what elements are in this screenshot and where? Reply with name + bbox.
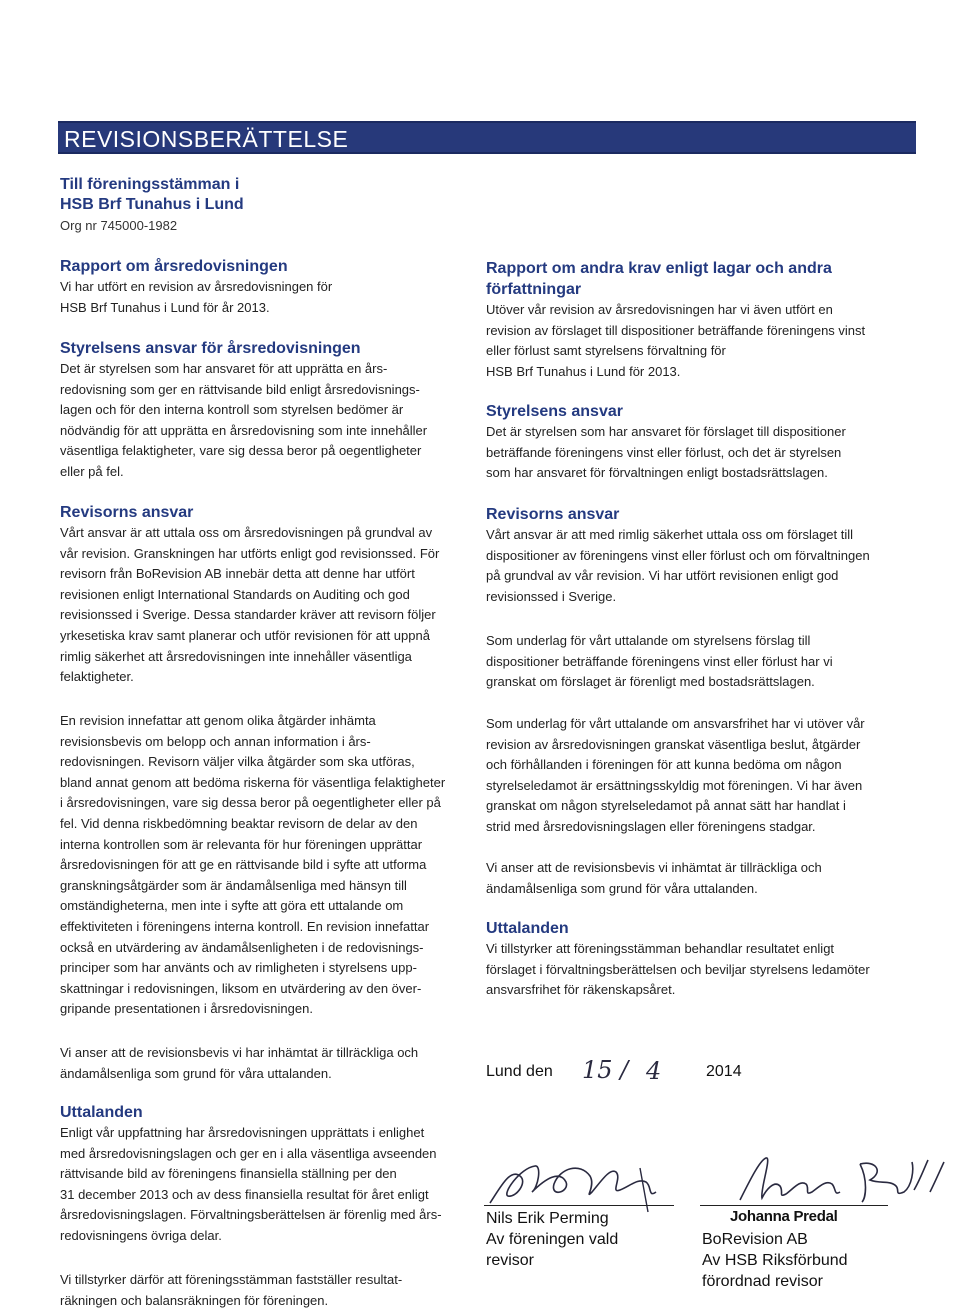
addressee-line-2: HSB Brf Tunahus i Lund <box>60 196 244 213</box>
text-line: Utöver vår revision av årsredovisningen har vi även utfört en <box>486 302 833 317</box>
text-line: Vårt ansvar är att med rimlig säkerhet uttala oss om förslaget till <box>486 527 854 542</box>
text-line: Vi anser att de revisionsbevis vi inhämtat är tillräckliga och <box>486 860 822 875</box>
section-revision-innefattar <box>60 711 480 1020</box>
section-uttalanden-left <box>60 1102 480 1247</box>
handwritten-month: 4 <box>646 1057 662 1085</box>
text-line: eller på fel. <box>60 463 124 479</box>
text-line: väsentliga felaktigheter, vare sig dessa beror på oegentligheter <box>60 443 422 459</box>
text-line: eller förlust samt styrelsens förvaltning för <box>486 343 726 359</box>
text-line: redovisningens övriga delar. <box>60 1227 222 1243</box>
text-line: Som underlag för vårt uttalande om styrelsens förslag till <box>486 633 811 648</box>
text-line: redovisning som ger en rättvisande bild enligt årsredovisnings- <box>60 381 420 397</box>
signatory-perming <box>486 1208 686 1271</box>
text-line: årsredovisningen för att ge en rättvisande bild i syfte att utforma <box>60 857 427 873</box>
title-banner <box>58 121 916 154</box>
text-line: med årsredovisningslagen och ger en i alla väsentliga avseenden <box>60 1145 437 1161</box>
signatory-role: Av föreningen vald <box>486 1231 619 1248</box>
text-line: ändamålsenliga som grund för våra uttalanden. <box>60 1065 332 1081</box>
text-line: Enligt vår uppfattning har årsredovisningen upprättats i enlighet <box>60 1125 425 1140</box>
text-line: gripande presentationen i årsredovisningen. <box>60 1001 313 1017</box>
text-line: revisorn från BoRevision AB innebär detta att denne har utfört <box>60 566 415 582</box>
section-heading: Revisorns ansvar <box>60 504 194 521</box>
text-line: Det är styrelsen som har ansvaret för att upprätta en års- <box>60 361 388 376</box>
text-line: räkningen och balansräkningen för föreningen. <box>60 1292 329 1308</box>
addressee-line-1: Till föreningsstämman i <box>60 176 240 193</box>
text-line: Vi tillstyrker att föreningsstämman behandlar resultatet enligt <box>486 941 835 956</box>
section-underlag-ansvarsfrihet <box>486 714 906 838</box>
text-line: Det är styrelsen som har ansvaret för förslaget till dispositioner <box>486 424 846 439</box>
text-line: ändamålsenliga som grund för våra uttalanden. <box>486 880 758 896</box>
section-heading: författningar <box>486 281 582 298</box>
text-line: effektiviteten i föreningens interna kontroll. En revision innefattar <box>60 918 430 934</box>
section-rapport-andra-krav <box>486 258 906 382</box>
signature-line <box>700 1205 888 1206</box>
handwritten-day: 15 / <box>582 1056 629 1084</box>
text-line: styrelseledamot är ersättningsskyldig mot föreningen. Vi har även <box>486 777 863 793</box>
text-line: dispositioner beträffande föreningens vinst eller förlust har vi <box>486 653 833 669</box>
signatory-firm: BoRevision AB <box>702 1231 808 1248</box>
text-line: Vi tillstyrker därför att föreningsstämman fastställer resultat- <box>60 1272 403 1287</box>
signatory-title: revisor <box>486 1252 535 1269</box>
text-line: fel. Vid denna riskbedömning beaktar revisorn de delar av den <box>60 815 418 831</box>
section-tillstyrker <box>60 1270 480 1311</box>
text-line: revision av förslaget till dispositioner beträffande föreningens vinst <box>486 322 866 338</box>
text-line: HSB Brf Tunahus i Lund för år 2013. <box>60 299 270 315</box>
section-underlag-dispositioner <box>486 631 906 693</box>
name-stamp-text: Johanna Predal <box>730 1208 838 1225</box>
section-uttalanden-right <box>486 918 906 1001</box>
text-line: förslaget i förvaltningsberättelsen och beviljar styrelsens ledamöter <box>486 961 870 977</box>
text-line: och förhållanden i föreningen för att kunna bedöma om någon <box>486 757 842 773</box>
text-line: Vi har utfört en revision av årsredovisningen för <box>60 279 333 294</box>
text-line: revisionssed i Sverige. Dessa standarder kräver att revisorn följer <box>60 607 436 623</box>
text-line: årsredovisningslagen. Förvaltningsberättelsen är förenlig med års- <box>60 1207 442 1223</box>
section-rapport-arsredovisning <box>60 256 470 318</box>
document-title: REVISIONSBERÄTTELSE <box>64 126 349 152</box>
section-heading: Styrelsens ansvar för årsredovisningen <box>60 340 361 357</box>
text-line: skattningar i redovisningen, liksom en utvärdering av den över- <box>60 980 422 996</box>
signatory-name: Nils Erik Perming <box>486 1210 609 1227</box>
signing-date-row <box>486 1056 906 1088</box>
text-line: granskat om förslaget är förenligt med bostadsrättslagen. <box>486 674 815 690</box>
text-line: felaktigheter. <box>60 669 134 685</box>
text-line: lagen och för den interna kontroll som styrelsen bedömer är <box>60 402 404 418</box>
text-line: vår revision. Granskningen har utförts enligt god revisionssed. För <box>60 545 440 561</box>
signatory-role: Av HSB Riksförbund <box>702 1252 848 1269</box>
text-line: HSB Brf Tunahus i Lund för 2013. <box>486 363 681 379</box>
section-heading: Uttalanden <box>60 1104 143 1121</box>
text-line: rimlig säkerhet att årsredovisningen inte innehåller väsentliga <box>60 648 412 664</box>
signatory-predal <box>702 1229 922 1292</box>
text-line: revisionssed i Sverige. <box>486 588 617 604</box>
text-line: beträffande föreningens vinst eller förlust, och det är styrelsen <box>486 444 842 460</box>
signature-line <box>484 1205 674 1206</box>
text-line: som har ansvaret för förvaltningen enligt bostadsrättslagen. <box>486 465 828 481</box>
section-anser-right <box>486 858 906 899</box>
text-line: nödvändig för att upprätta en årsredovisning som inte innehåller <box>60 422 428 438</box>
text-line: bland annat genom att bedöma riskerna för väsentliga felaktigheter <box>60 774 446 790</box>
section-anser-left <box>60 1043 480 1084</box>
signing-place: Lund den <box>486 1063 553 1080</box>
text-line: granskat om någon styrelseledamot på annat sätt har handlat i <box>486 798 846 814</box>
section-revisorns-ansvar <box>60 502 480 688</box>
text-line: också en utvärdering av ändamålsenligheten i de redovisnings- <box>60 939 424 955</box>
text-line: principer som har använts och av rimligheten i styrelsens upp- <box>60 960 417 976</box>
signatory-title: förordnad revisor <box>702 1273 823 1290</box>
section-heading: Uttalanden <box>486 920 569 937</box>
text-line: dispositioner av föreningens vinst eller förlust och om förvaltningen <box>486 547 870 563</box>
addressee <box>60 175 460 235</box>
section-heading: Styrelsens ansvar <box>486 403 623 420</box>
section-heading: Rapport om årsredovisningen <box>60 258 288 275</box>
text-line: redovisningen. Revisorn väljer vilka åtgärder som ska utföras, <box>60 754 415 770</box>
text-line: yrkesetiska krav samt planerar och utför revisionen för att uppnå <box>60 627 430 643</box>
section-styrelsens-ansvar-right <box>486 401 906 484</box>
text-line: rättvisande bild av föreningens finansiella ställning per den <box>60 1166 397 1182</box>
text-line: Som underlag för vårt uttalande om ansvarsfrihet har vi utöver vår <box>486 716 865 731</box>
section-heading: Revisorns ansvar <box>486 506 620 523</box>
section-styrelsens-ansvar <box>60 338 480 483</box>
text-line: Vi anser att de revisionsbevis vi har inhämtat är tillräckliga och <box>60 1045 419 1060</box>
text-line: granskningsåtgärder som är ändamålsenliga med hänsyn till <box>60 877 407 893</box>
text-line: Vårt ansvar är att uttala oss om årsredovisningen på grundval av <box>60 525 433 540</box>
text-line: i årsredovisningen, vare sig dessa beror på oegentligheter eller på <box>60 795 441 811</box>
text-line: ansvarsfrihet för räkenskapsåret. <box>486 982 676 998</box>
text-line: på grundval av vår revision. Vi har utfört revisionen enligt god <box>486 568 839 584</box>
text-line: En revision innefattar att genom olika åtgärder inhämta <box>60 713 376 728</box>
text-line: 31 december 2013 och av dess finansiella resultat för året enligt <box>60 1186 429 1202</box>
text-line: revisionen enligt International Standards on Auditing och god <box>60 586 410 602</box>
text-line: interna kontrollen som är relevanta för hur föreningen upprättar <box>60 836 423 852</box>
text-line: strid med årsredovisningslagen eller föreningens stadgar. <box>486 818 816 834</box>
section-revisorns-ansvar-right <box>486 504 906 607</box>
text-line: revisionsbevis om belopp och annan information i års- <box>60 733 371 749</box>
name-stamp <box>730 1208 930 1225</box>
text-line: omständigheterna, men inte i syfte att göra ett uttalande om <box>60 898 404 914</box>
org-number: Org nr 745000-1982 <box>60 218 178 233</box>
section-heading: Rapport om andra krav enligt lagar och andra <box>486 260 832 277</box>
signing-year: 2014 <box>706 1063 742 1080</box>
text-line: revision av årsredovisningen granskat väsentliga beslut, åtgärder <box>486 736 861 752</box>
